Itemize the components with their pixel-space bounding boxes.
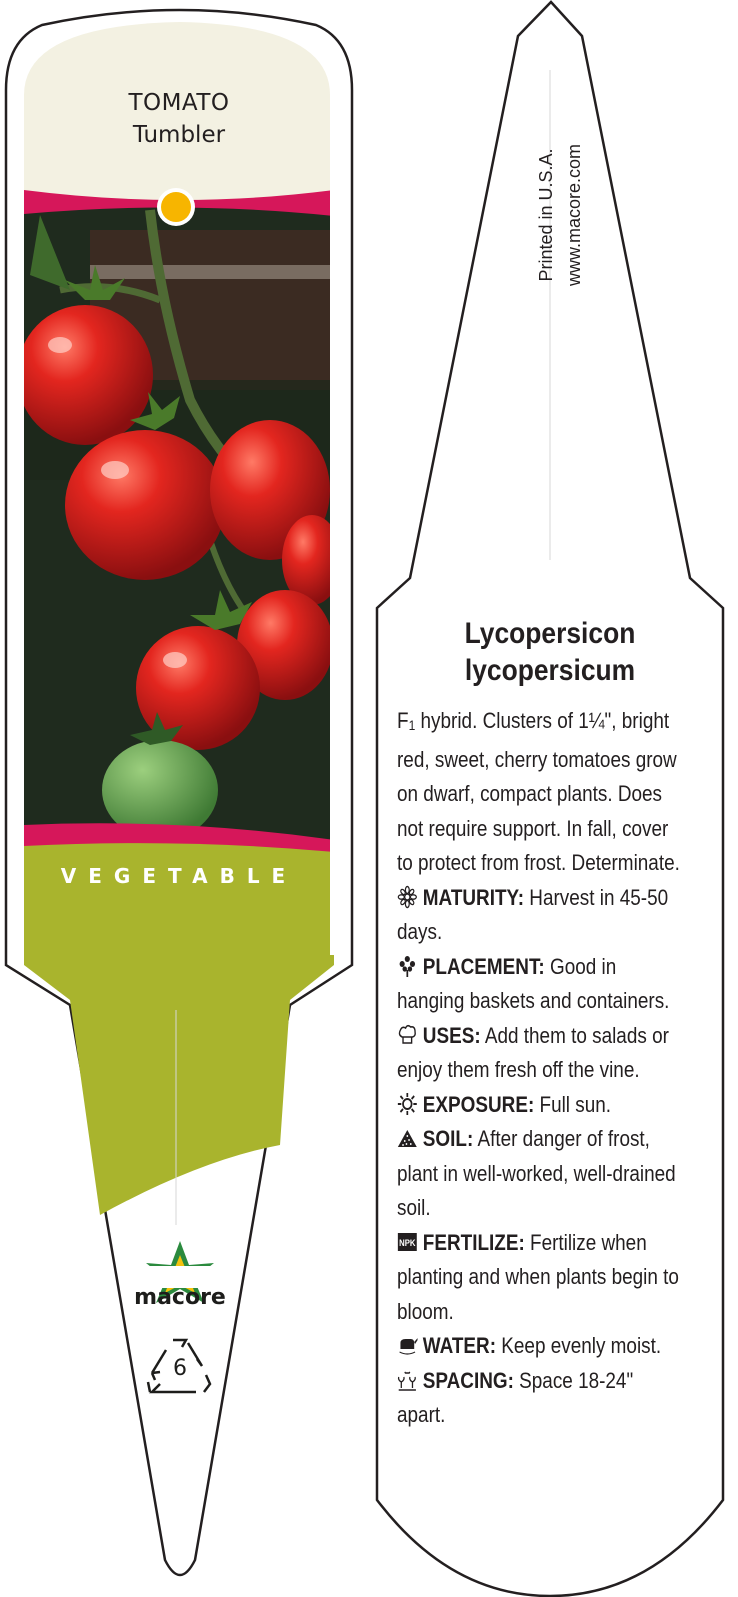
attribute-text: Add them to salads or enjoy them fresh off the vine. xyxy=(397,1022,669,1082)
category-label: VEGETABLE xyxy=(60,864,298,888)
hybrid-prefix: F xyxy=(397,708,409,733)
attribute-label: EXPOSURE: xyxy=(422,1091,535,1117)
attribute-label: WATER: xyxy=(422,1333,497,1358)
soil-pile-icon xyxy=(397,1126,418,1150)
vegetable-panel xyxy=(24,843,334,965)
botanical-genus: Lycopersicon xyxy=(464,617,636,650)
attribute-placement xyxy=(397,950,681,1019)
exposure-sun-icon xyxy=(397,1092,418,1116)
watering-can-icon xyxy=(397,1333,418,1357)
recycle-code: 6 xyxy=(173,1356,187,1381)
printed-in-text: Printed in U.S.A. xyxy=(536,148,556,282)
attribute-maturity xyxy=(397,881,681,950)
attribute-text: Fertilize when planting and when plants begin to bloom. xyxy=(397,1229,679,1324)
attribute-label: USES: xyxy=(422,1022,481,1048)
attribute-text: Keep evenly moist. xyxy=(496,1333,662,1358)
maturity-flower-icon xyxy=(397,885,418,909)
description xyxy=(397,704,681,881)
spacing-seedlings-icon xyxy=(397,1368,418,1392)
placement-plant-icon xyxy=(397,954,418,978)
brand-name: macore xyxy=(134,1285,226,1310)
botanical-species: lycopersicum xyxy=(464,654,636,687)
print-info xyxy=(535,120,585,310)
attribute-list xyxy=(397,881,681,1433)
attribute-text: Harvest in 45-50 days. xyxy=(397,884,669,944)
attribute-text: Good in hanging baskets and containers. xyxy=(397,953,670,1013)
attribute-text: Space 18-24" apart. xyxy=(397,1367,634,1427)
attribute-fertilize xyxy=(397,1226,681,1330)
attribute-label: MATURITY: xyxy=(422,884,525,910)
uses-chef-hat-icon xyxy=(397,1023,418,1047)
attribute-label: PLACEMENT: xyxy=(422,953,545,979)
attribute-spacing xyxy=(397,1364,681,1433)
attribute-text: Full sun. xyxy=(534,1091,612,1117)
attribute-uses xyxy=(397,1019,681,1088)
npk-fertilizer-icon xyxy=(397,1230,418,1254)
care-instructions xyxy=(397,704,681,1433)
website-text: www.macore.com xyxy=(564,143,584,287)
description-text: hybrid. Clusters of 1¼", bright red, sweet, cherry tomatoes grow on dwarf, compact plants. Does not require support. In fall, cover to protect from frost. Determinate. xyxy=(397,708,680,875)
attribute-soil xyxy=(397,1122,681,1226)
attribute-text: After danger of frost, plant in well-worked, well-drained soil. xyxy=(397,1126,676,1220)
attribute-water xyxy=(397,1329,681,1364)
plant-type-title: TOMATO xyxy=(128,90,230,116)
variety-name: Tumbler xyxy=(132,122,226,148)
botanical-name xyxy=(405,615,695,689)
attribute-exposure xyxy=(397,1088,681,1123)
attribute-label: SPACING: xyxy=(422,1367,514,1393)
hybrid-subscript: 1 xyxy=(408,717,416,733)
svg-text:NPK: NPK xyxy=(399,1236,416,1248)
attribute-label: FERTILIZE: xyxy=(422,1229,525,1255)
attribute-label: SOIL: xyxy=(422,1126,474,1151)
